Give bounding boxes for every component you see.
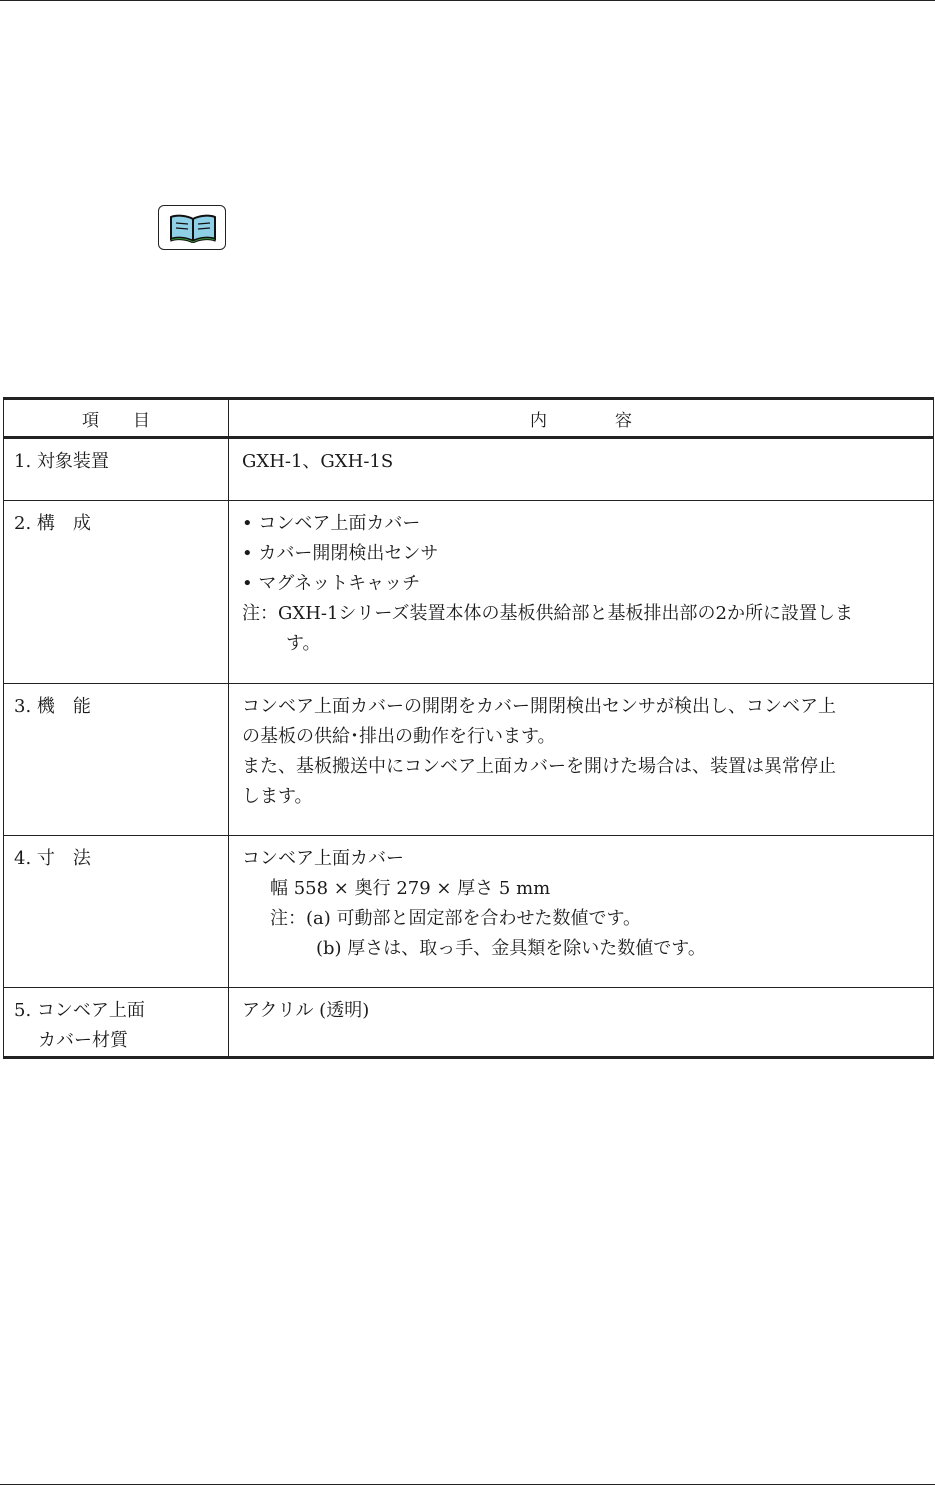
row-label: 4. 寸 法 (4, 836, 229, 988)
table-row (4, 684, 934, 836)
row-label (4, 988, 229, 1058)
bottom-rule (0, 1484, 935, 1485)
row-label: 3. 機 能 (4, 684, 229, 836)
content-line: GXH-1、GXH-1S (242, 451, 394, 472)
book-icon (158, 205, 226, 250)
table-row (4, 988, 934, 1058)
list-item: • マグネットキャッチ (242, 569, 923, 599)
row-content (229, 501, 934, 684)
list-item: • カバー開閉検出センサ (242, 539, 923, 569)
top-rule (0, 0, 935, 1)
spec-table (3, 397, 934, 1059)
note-line (242, 904, 923, 934)
note-line-b: (b) 厚さは、取っ手、金具類を除いた数値です。 (316, 938, 706, 959)
note-line-continued: す。 (286, 633, 321, 654)
row-label: 1. 対象装置 (4, 438, 229, 501)
header-item: 項 目 (4, 399, 229, 438)
note-label: 注 (242, 603, 260, 624)
content-line: の基板の供給･排出の動作を行います。 (242, 726, 556, 747)
note-text: ：(a) 可動部と固定部を合わせた数値です。 (288, 908, 642, 929)
content-line: します。 (242, 786, 313, 807)
list-item: • コンベア上面カバー (242, 509, 923, 539)
note-line (242, 599, 923, 629)
note-text: ：GXH-1シリーズ装置本体の基板供給部と基板排出部の2か所に設置しま (260, 603, 853, 624)
row-content (229, 438, 934, 501)
content-line: アクリル (透明) (242, 1000, 370, 1021)
row-content (229, 684, 934, 836)
content-line: また、基板搬送中にコンベア上面カバーを開けた場合は、装置は異常停止 (242, 756, 836, 777)
label-line: カバー材質 (38, 1030, 128, 1051)
row-content (229, 836, 934, 988)
table-header-row (4, 399, 934, 438)
row-label: 2. 構 成 (4, 501, 229, 684)
content-line: コンベア上面カバー (242, 848, 404, 869)
table-row (4, 501, 934, 684)
row-content (229, 988, 934, 1058)
dimensions-line: 幅 558 × 奥行 279 × 厚さ 5 mm (270, 878, 551, 899)
header-content: 内 容 (229, 399, 934, 438)
table-row (4, 438, 934, 501)
note-label: 注 (270, 908, 288, 929)
label-line: 5. コンベア上面 (14, 1000, 145, 1021)
content-line: コンベア上面カバーの開閉をカバー開閉検出センサが検出し、コンベア上 (242, 696, 836, 717)
table-row (4, 836, 934, 988)
